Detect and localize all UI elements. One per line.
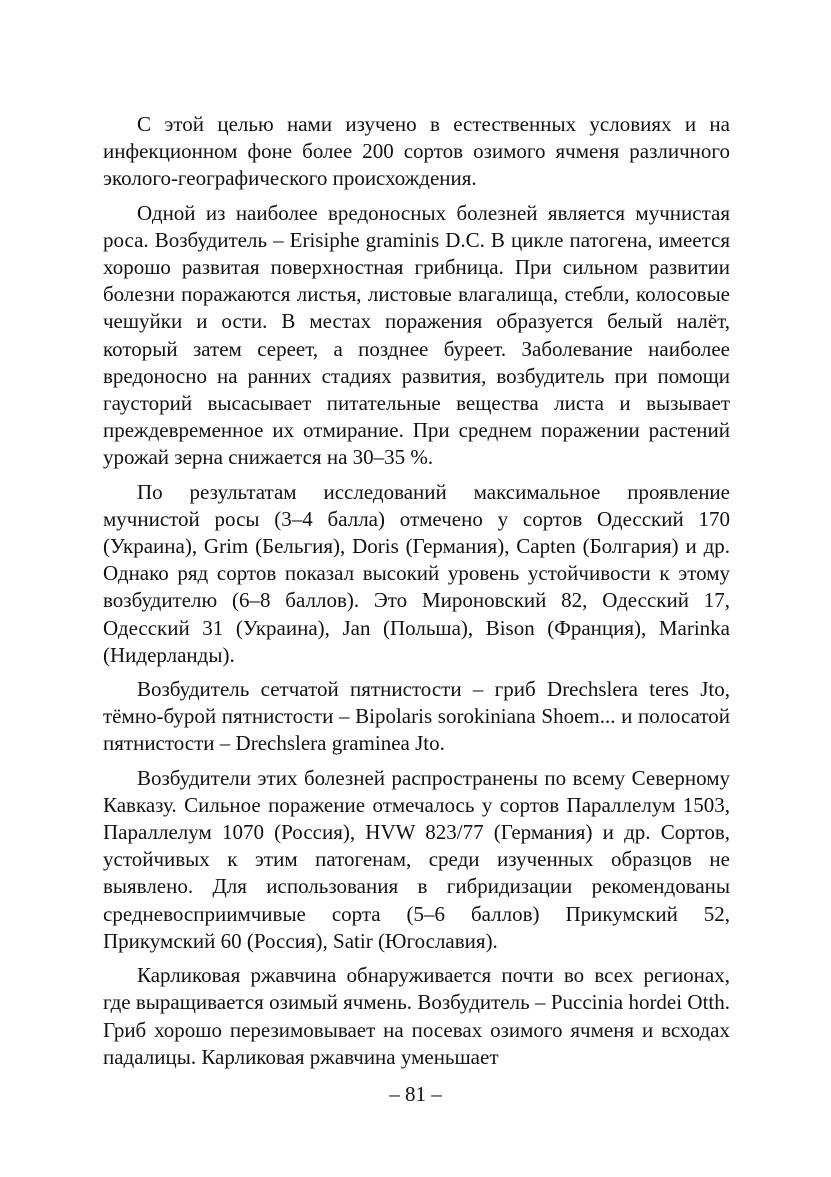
body-text xyxy=(103,111,730,1071)
paragraph-5: Возбудители этих болезней распространены по всему Северному Кавказу. Сильное поражение отмечалось у сортов Параллелум 1503, Параллелум 1070 (Россия), HVW 823/77 (Германия) и др. Сортов, устойчивых к этим патогенам, среди изученных образцов не выявлено. Для использования в гибридизации рекомендованы средневосприимчивые сорта (5–6 баллов) Прикумский 52, Прикумский 60 (Россия), Satir (Югославия). xyxy=(103,765,730,953)
paragraph-3: По результатам исследований максимальное проявление мучнистой росы (3–4 балла) отмечено у сортов Одесский 170 (Украина), Grim (Бельгия), Doris (Германия), Capten (Болгария) и др. Однако ряд сортов показал высокий уровень устойчивости к этому возбудителю (6–8 баллов). Это Мироновский 82, Одесский 17, Одесский 31 (Украина), Jan (Польша), Bison (Франция), Marinka (Нидерланды). xyxy=(103,479,730,667)
paragraph-1: С этой целью нами изучено в естественных условиях и на инфекционном фоне более 200 сортов озимого ячменя различного эколого-географического происхождения. xyxy=(103,112,730,191)
paragraph-4: Возбудитель сетчатой пятнистости – гриб Drechslera teres Jto, тёмно-бурой пятнистости – Bipolaris sorokiniana Shoem... и полосатой пятнистости – Drechslera graminea Jto. xyxy=(103,677,730,756)
paragraph-6: Карликовая ржавчина обнаруживается почти во всех регионах, где выращивается озимый ячмень. Возбудитель – Puccinia hordei Otth. Гриб хорошо перезимовывает на посевах озимого ячменя и всходах падалицы. Карликовая ржавчина уменьшает xyxy=(103,963,730,1069)
page-number: – 81 – xyxy=(389,1082,442,1106)
paragraph-2: Одной из наиболее вредоносных болезней является мучнистая роса. Возбудитель – Erisiphe graminis D.C. В цикле патогена, имеется хорошо развитая поверхностная грибница. При сильном развитии болезни поражаются листья, листовые влагалища, стебли, колосовые чешуйки и ости. В местах поражения образуется белый налёт, который затем сереет, а позднее буреет. Заболевание наиболее вредоносно на ранних стадиях развития, возбудитель при помощи гаусторий высасывает питательные вещества листа и вызывает преждевременное их отмирание. При среднем поражении растений урожай зерна снижается на 30–35 %. xyxy=(103,200,730,470)
